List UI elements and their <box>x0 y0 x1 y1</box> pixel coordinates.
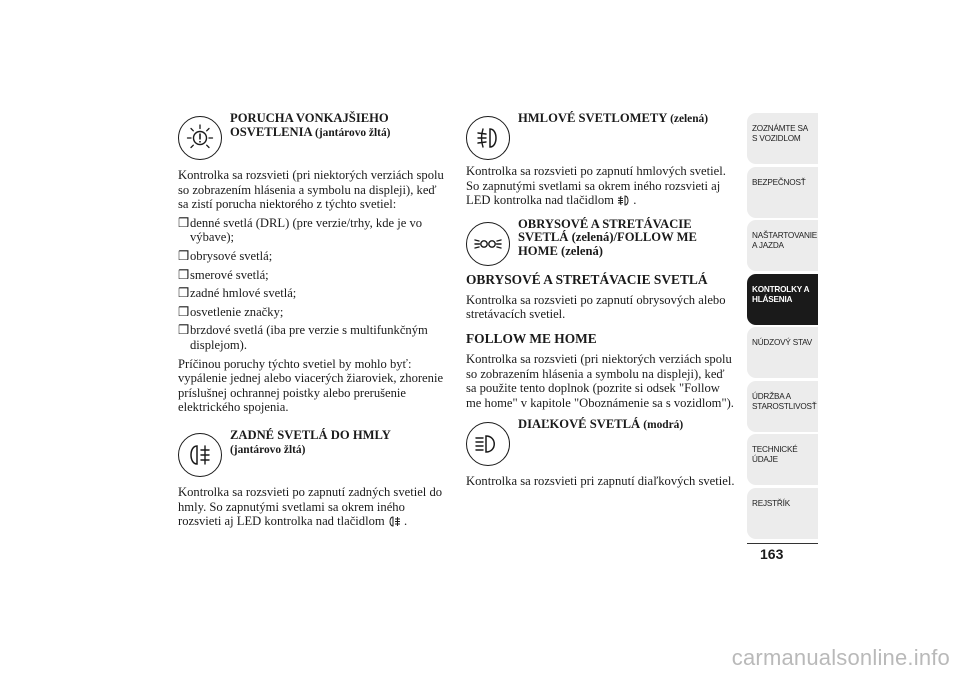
tab-nastartovanie[interactable]: NAŠTARTOVANIE A JAZDA <box>747 220 818 271</box>
list-item <box>178 323 446 352</box>
paragraph-end: . <box>404 514 408 529</box>
page-number-rule <box>747 543 818 544</box>
list-item <box>178 305 446 320</box>
rear-fog-light-icon <box>388 516 401 527</box>
section-front-fog-lights <box>466 112 738 162</box>
title-color: (jantárovo žltá) <box>315 126 391 139</box>
list-item-text: smerové svetlá; <box>190 267 269 282</box>
subheading: OBRYSOVÉ A STRETÁVACIE SVETLÁ <box>466 271 708 287</box>
paragraph: Kontrolka sa rozsvieti (pri niektorých verziách spolu so zobrazením hlásenia a symbolu na displeji), keď sa použite tento doplnok (pozrite si odsek "Follow me home" v kapitole "Oboznámenie sa s vozidlom"). <box>466 351 734 410</box>
title-color: (modrá) <box>643 419 684 432</box>
paragraph: Príčinou poruchy týchto svetiel by mohlo byť: vypálenie jednej alebo viacerých žiaroviek, zhorenie príslušnej ochrannej poistky alebo prerušenie elektrického spojenia. <box>178 356 444 415</box>
front-fog-light-icon <box>617 195 630 206</box>
bullet-mark: ❒ <box>178 267 190 282</box>
title-text: OBRYSOVÉ A STRETÁVACIE SVETLÁ <box>518 216 692 245</box>
paragraph-text: Kontrolka sa rozsvieti po zapnutí hmlových svetiel. So zapnutými svetlami sa okrem iného rozsvieti aj LED kontrolka nad tlačidlom <box>466 164 726 208</box>
paragraph <box>466 164 738 208</box>
high-beam-icon <box>466 422 510 466</box>
section-title <box>230 429 446 457</box>
list-item <box>178 268 446 283</box>
section-title <box>518 218 738 259</box>
bullet-mark: ❒ <box>178 215 190 230</box>
section-side-low-beam <box>466 218 738 268</box>
paragraph-end: . <box>633 193 637 208</box>
bullet-list <box>178 216 446 353</box>
list-item-text: zadné hmlové svetlá; <box>190 286 297 301</box>
paragraph: Kontrolka sa rozsvieti po zapnutí obrysových alebo stretávacích svetiel. <box>466 292 726 322</box>
rear-fog-light-icon <box>178 433 222 477</box>
paragraph <box>178 485 446 529</box>
paragraph: Kontrolka sa rozsvieti (pri niektorých verziách spolu so zobrazením hlásenia a symbolu na displeji), keď sa zistí porucha niektorého z týchto svetiel: <box>178 168 444 212</box>
watermark: carmanualsonline.info <box>731 645 950 670</box>
section-exterior-light-fault <box>178 112 446 162</box>
tab-technicke-udaje[interactable]: TECHNICKÉ ÚDAJE <box>747 434 818 485</box>
page-number: 163 <box>760 546 784 562</box>
list-item <box>178 216 446 245</box>
list-item-text: denné svetlá (DRL) (pre verzie/trhy, kde je vo výbave); <box>190 215 423 245</box>
list-item <box>178 249 446 264</box>
paragraph: Kontrolka sa rozsvieti pri zapnutí diaľkových svetiel. <box>466 474 735 489</box>
list-item-text: brzdové svetlá (iba pre verzie s multifunkčným displejom). <box>190 323 428 352</box>
bullet-mark: ❒ <box>178 304 190 319</box>
left-column <box>178 112 446 529</box>
side-lights-icon <box>466 222 510 266</box>
section-high-beam <box>466 418 738 468</box>
tab-kontrolky[interactable]: KONTROLKY A HLÁSENIA <box>747 274 818 325</box>
list-item-text: obrysové svetlá; <box>190 248 273 263</box>
tab-nudzovy-stav[interactable]: NÚDZOVÝ STAV <box>747 327 818 378</box>
exterior-light-fault-icon <box>178 116 222 160</box>
title-color: (jantárovo žltá) <box>230 443 306 456</box>
front-fog-light-icon <box>466 116 510 160</box>
title-text: PORUCHA VONKAJŠIEHO OSVETLENIA <box>230 111 389 139</box>
right-column <box>466 112 738 489</box>
tab-rejstrik[interactable]: REJSTŘÍK <box>747 488 818 539</box>
chapter-tabs <box>747 113 818 541</box>
title-color: (zelená) <box>670 113 709 125</box>
paragraph-text: Kontrolka sa rozsvieti po zapnutí zadných svetiel do hmly. So zapnutými svetlami sa okrem iného rozsvieti aj LED kontrolka nad tlačidlom <box>178 484 443 529</box>
title-text: ZADNÉ SVETLÁ DO HMLY <box>230 427 391 442</box>
section-title <box>518 112 738 127</box>
tab-bezpecnost[interactable]: BEZPEČNOSŤ <box>747 167 818 218</box>
section-title <box>230 112 446 140</box>
list-item-text: osvetlenie značky; <box>190 304 284 319</box>
title-color: (zelená)/FOLLOW ME HOME (zelená) <box>518 230 697 258</box>
section-rear-fog-light <box>178 429 446 479</box>
tab-udrzba[interactable]: ÚDRŽBA A STAROSTLIVOSŤ <box>747 381 818 432</box>
title-text: HMLOVÉ SVETLOMETY <box>518 111 667 125</box>
title-text: DIAĽKOVÉ SVETLÁ <box>518 417 641 432</box>
bullet-mark: ❒ <box>178 323 190 338</box>
bullet-mark: ❒ <box>178 286 190 301</box>
subheading: FOLLOW ME HOME <box>466 330 597 346</box>
section-title <box>518 418 738 433</box>
bullet-mark: ❒ <box>178 248 190 263</box>
tab-zoznamte-sa[interactable]: ZOZNÁMTE SA S VOZIDLOM <box>747 113 818 164</box>
list-item <box>178 286 446 301</box>
